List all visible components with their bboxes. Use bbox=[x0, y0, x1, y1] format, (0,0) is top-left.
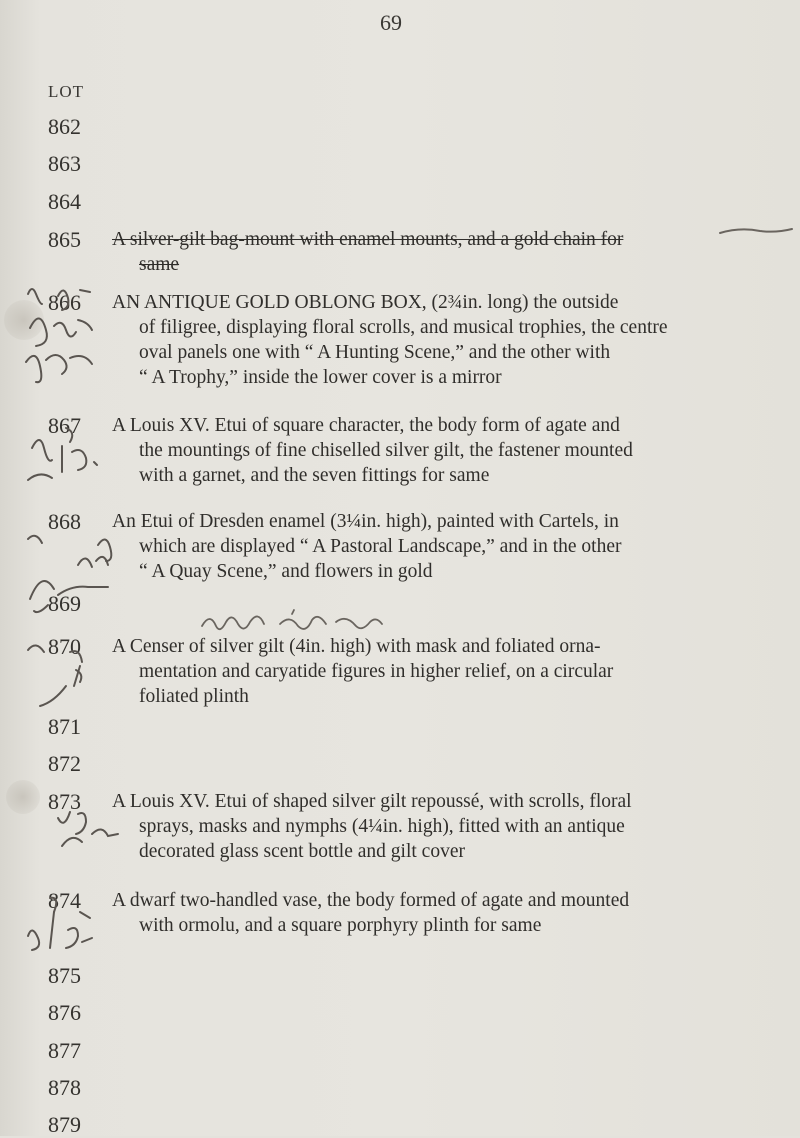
lot-description bbox=[112, 227, 623, 277]
lot-number: 867 bbox=[48, 413, 81, 438]
description-line: A Louis XV. Etui of square character, the body form of agate and bbox=[112, 415, 620, 436]
description-line: An Etui of Dresden enamel (3¼in. high), painted with Cartels, in bbox=[112, 511, 619, 532]
page-number: 69 bbox=[380, 10, 402, 35]
lot-description bbox=[112, 509, 621, 584]
lot-number: 870 bbox=[48, 634, 81, 659]
description-line: the mountings of fine chiselled silver gilt, the fastener mounted bbox=[139, 440, 633, 461]
handwritten-annotation bbox=[22, 418, 122, 493]
lot-description bbox=[112, 413, 633, 488]
handwritten-annotation bbox=[20, 280, 130, 395]
lot-number: 865 bbox=[48, 227, 81, 252]
lot-description bbox=[112, 888, 629, 938]
lot-description bbox=[112, 634, 613, 709]
description-line: A Louis XV. Etui of shaped silver gilt repoussé, with scrolls, floral bbox=[112, 791, 632, 812]
lot-number: 877 bbox=[48, 1038, 81, 1063]
lot-number: 875 bbox=[48, 963, 81, 988]
handwritten-annotation bbox=[196, 608, 416, 634]
description-line: A Censer of silver gilt (4in. high) with mask and foliated orna- bbox=[112, 636, 601, 657]
lot-number: 871 bbox=[48, 714, 81, 739]
lot-number: 872 bbox=[48, 751, 81, 776]
lot-number: 878 bbox=[48, 1075, 81, 1100]
lot-column-header: LOT bbox=[48, 82, 85, 101]
description-line: of filigree, displaying floral scrolls, and musical trophies, the centre bbox=[139, 317, 668, 338]
lot-number: 869 bbox=[48, 591, 81, 616]
lot-description bbox=[112, 789, 632, 864]
struck-description-line: same bbox=[139, 254, 180, 275]
handwritten-annotation bbox=[716, 225, 796, 239]
description-line: AN ANTIQUE GOLD OBLONG BOX, (2¾in. long) the outside bbox=[112, 292, 619, 313]
lot-number: 879 bbox=[48, 1112, 81, 1137]
description-line: “ A Trophy,” inside the lower cover is a mirror bbox=[139, 367, 502, 388]
description-line: sprays, masks and nymphs (4¼in. high), fitted with an antique bbox=[139, 816, 625, 837]
lot-description bbox=[112, 290, 668, 390]
lot-number: 873 bbox=[48, 789, 81, 814]
lot-number: 876 bbox=[48, 1000, 81, 1025]
description-line: mentation and caryatide figures in higher relief, on a circular bbox=[139, 661, 614, 682]
description-line: oval panels one with “ A Hunting Scene,” and the other with bbox=[139, 342, 611, 363]
lot-number: 863 bbox=[48, 151, 81, 176]
lot-number: 864 bbox=[48, 189, 81, 214]
handwritten-annotation bbox=[20, 636, 100, 716]
handwritten-annotation bbox=[20, 890, 100, 965]
handwritten-annotation bbox=[52, 806, 132, 856]
description-line: which are displayed “ A Pastoral Landscape,” and in the other bbox=[139, 536, 622, 557]
lot-number: 866 bbox=[48, 290, 81, 315]
page-stain bbox=[6, 780, 40, 814]
description-line: decorated glass scent bottle and gilt cover bbox=[139, 841, 465, 862]
struck-description-line: A silver-gilt bag-mount with enamel mounts, and a gold chain for bbox=[112, 229, 624, 250]
description-line: “ A Quay Scene,” and flowers in gold bbox=[139, 561, 433, 582]
description-line: with a garnet, and the seven fittings for same bbox=[139, 465, 490, 486]
description-line: foliated plinth bbox=[139, 686, 249, 707]
lot-number: 874 bbox=[48, 888, 81, 913]
lot-number: 862 bbox=[48, 114, 81, 139]
description-line: with ormolu, and a square porphyry plinth for same bbox=[139, 915, 542, 936]
lot-number: 868 bbox=[48, 509, 81, 534]
handwritten-annotation bbox=[18, 525, 148, 615]
description-line: A dwarf two-handled vase, the body formed of agate and mounted bbox=[112, 890, 630, 911]
